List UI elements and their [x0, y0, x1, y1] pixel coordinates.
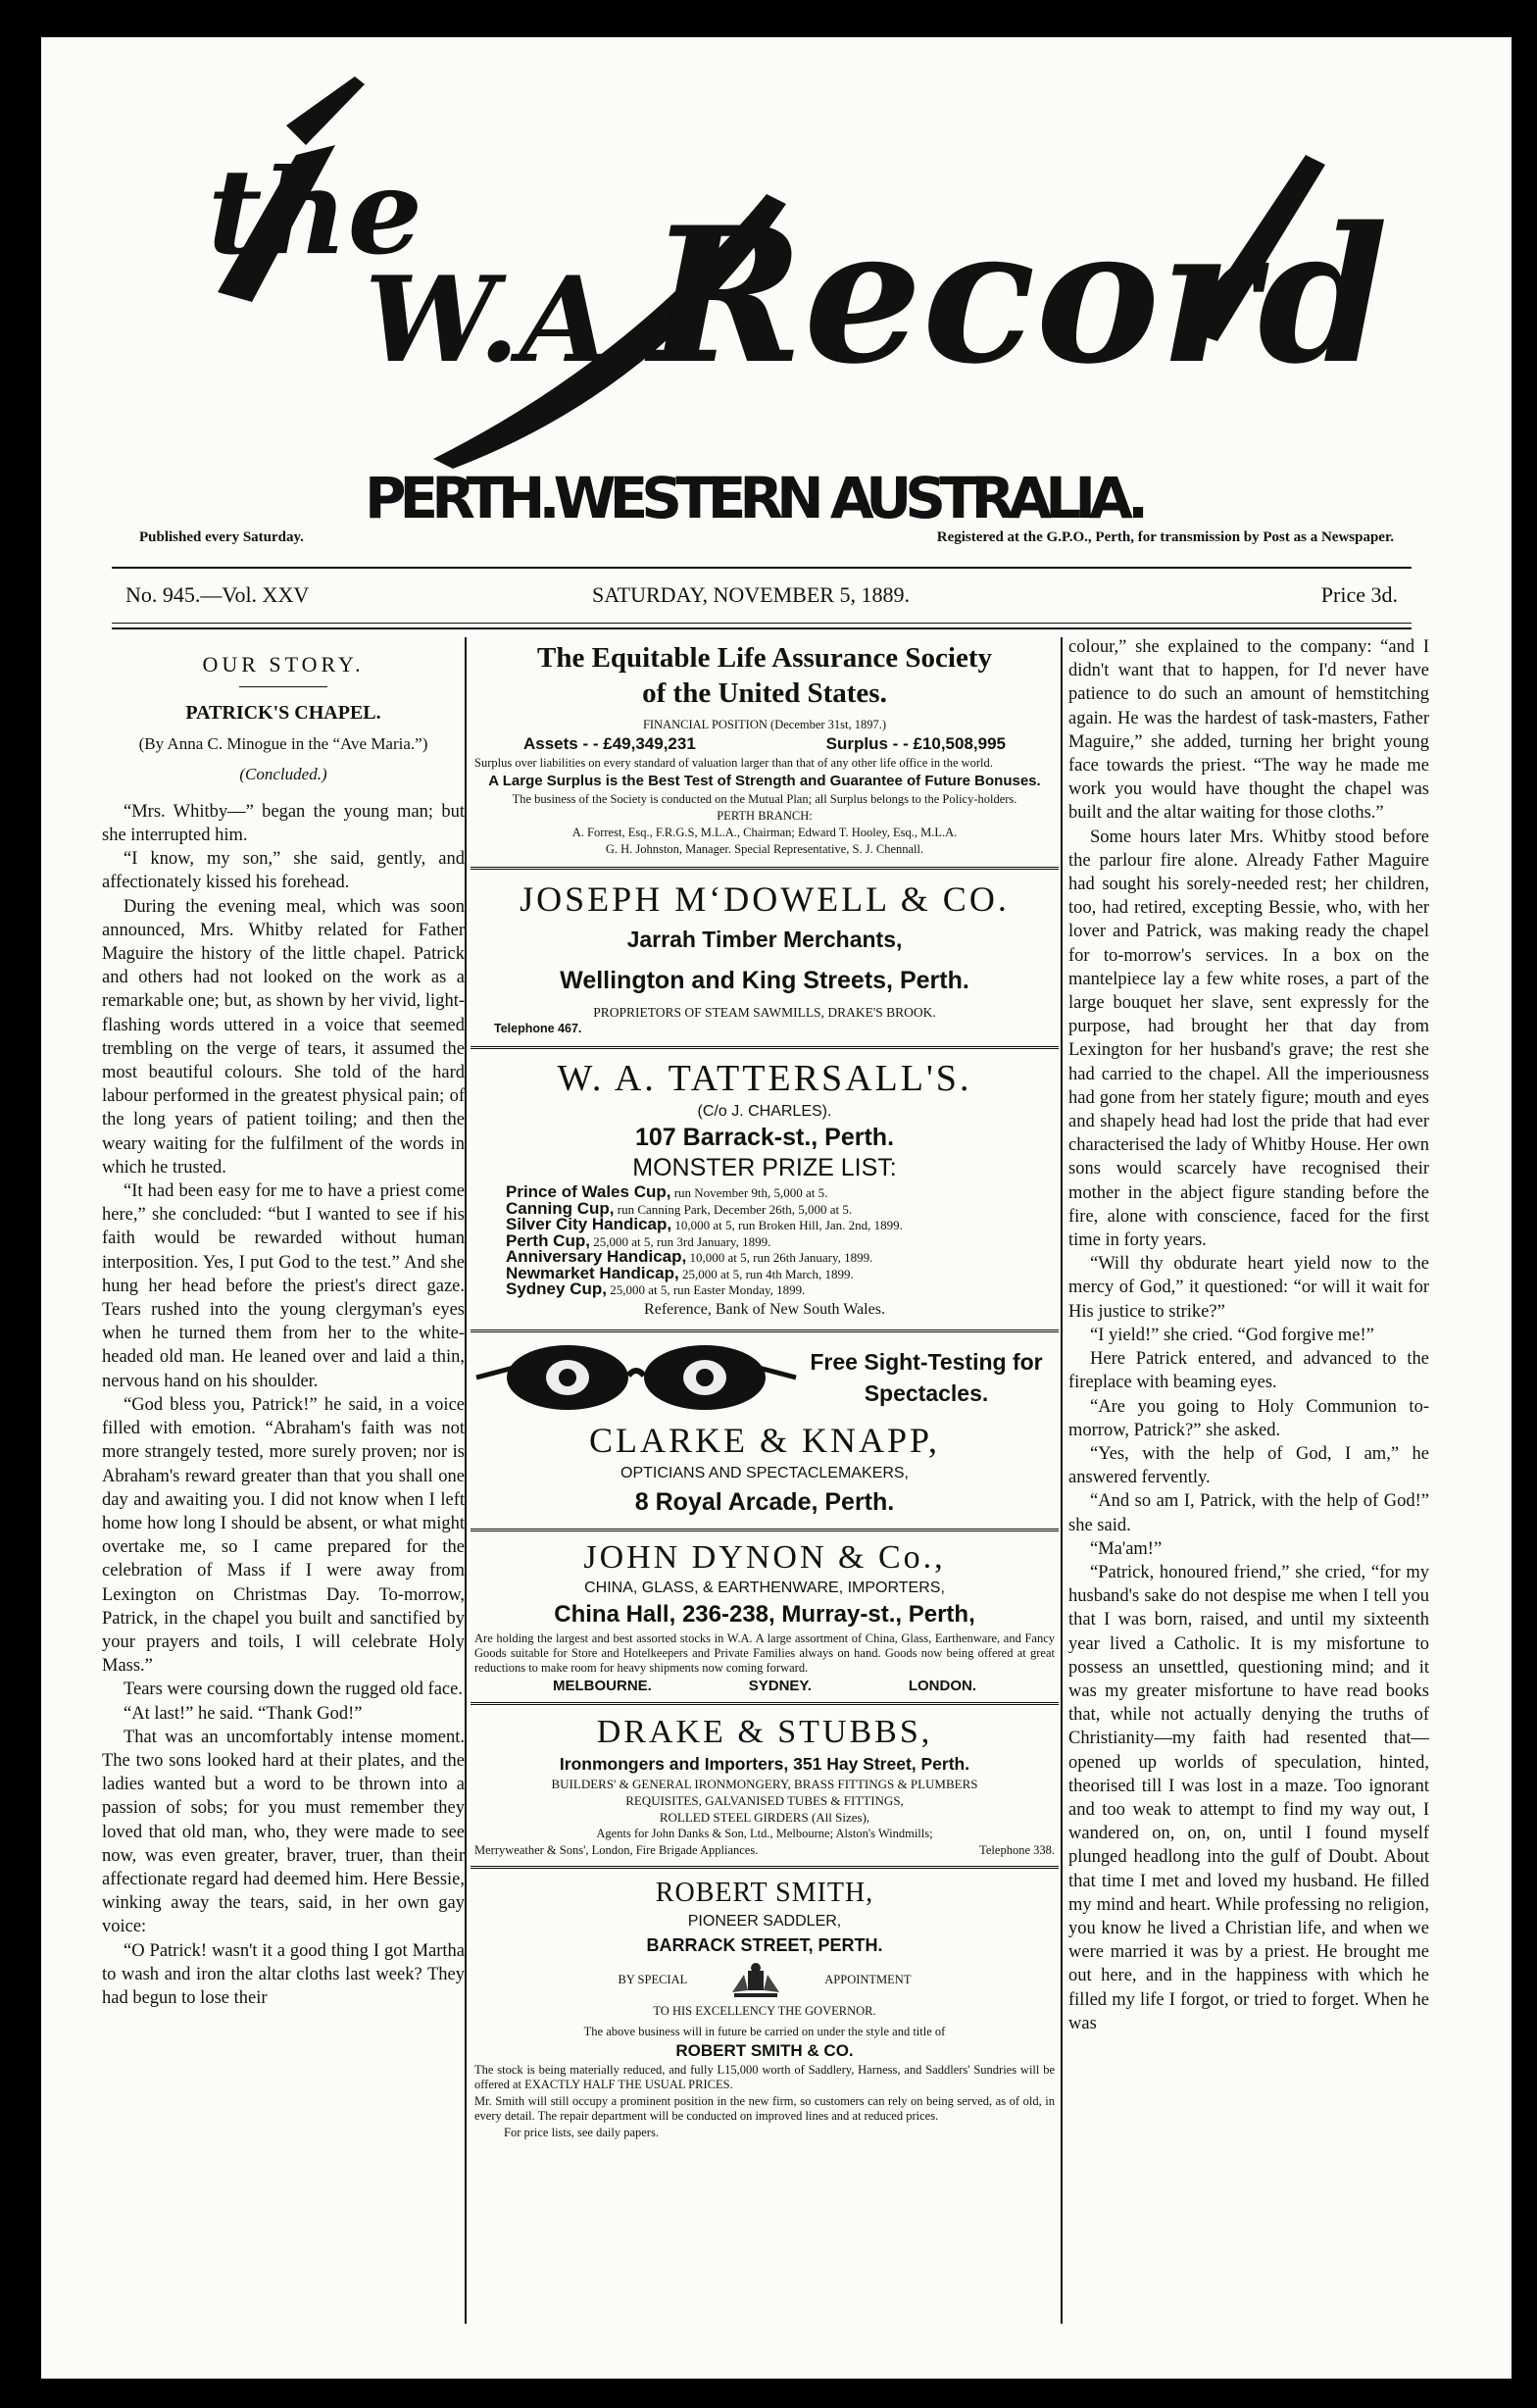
story-paragraph: Tears were coursing down the rugged old face. [124, 1680, 463, 1700]
story-paragraph: “God bless you, Patrick!” he said, in a voice filled with emotion. “Abraham's faith was not more strangely tested, more surely proven; nor is Abraham's reward greater than that you shall one day and awaiting you. I did not know when I left home how long I should be absent, or what might overtake me, so I came prepared for the celebration of Mass if I were away from Lexington on Christmas Day. To-morrow, Patrick, in the chapel you built and sanctified by your prayers and toils, I will celebrate Holy Mass.” [102, 1394, 465, 1677]
clarke-headline [798, 1345, 1055, 1410]
smith-new-name: ROBERT SMITH & CO. [675, 2040, 854, 2060]
advertisement-column [471, 633, 1059, 2150]
drake-line-2: REQUISITES, GALVANISED TUBES & FITTINGS, [625, 1792, 904, 1808]
story-paragraph: Here Patrick entered, and advanced to the fireplace with beaming eyes. [1068, 1349, 1429, 1393]
story-paragraph: “Yes, with the help of God, I am,” he answered fervently. [1068, 1443, 1429, 1488]
story-paragraph: Some hours later Mrs. Whitby stood before the parlour fire alone. Already Father Maguire had sought his sorely-needed rest; her children, too, had retired, excepting Bessie, who, with her lover and Patrick, was making ready the chapel for to-morrow's services. In a box on the mantelpiece lay a few white roses, a part of the large bouquet her slave, sent expressly for the purpose, had brought her that day from Lexington for her husband's grave; the rest she had carried to the chapel. All the imperiousness had gone from her stately figure; mouth and eyes and shapely head had lost the pride that had ever characterised the lady of Whitby House. Her own sons would scarcely have recognised their mother in the abject figure standing before the fire, alone with conscience, faced for the first time in forty years. [1068, 827, 1429, 1251]
story-column-1 [102, 635, 465, 2010]
smith-name: ROBERT SMITH, [655, 1877, 874, 1908]
clarke-headline-1: Free Sight-Testing for [810, 1348, 1043, 1375]
dynon-city: SYDNEY. [748, 1677, 812, 1694]
equitable-surplus: Surplus - - £10,508,995 [825, 734, 1006, 753]
royal-arms-icon [726, 1961, 785, 2000]
mcdowell-trade: Jarrah Timber Merchants, [626, 927, 903, 952]
section-heading: OUR STORY. [202, 652, 365, 677]
prize-race: Prince of Wales Cup, [506, 1182, 671, 1201]
smith-appointment-row [474, 1961, 1055, 2000]
smith-address: BARRACK STREET, PERTH. [646, 1934, 883, 1955]
story-paragraph: That was an uncomfortably intense moment. The two sons looked hard at their plates, and the ladies wanted but a word to be thrown into a passion of sobs; for you must remember they loved that old man, who, they were made to see now, was even greater, braver, truer, than their affectionate regard had deemed him. Here Bessie, winking away the tears, said, in her own gay voice: [102, 1727, 465, 1937]
prize-race: Sydney Cup, [506, 1279, 607, 1298]
story-paragraph: “At last!” he said. “Thank God!” [124, 1703, 363, 1724]
smith-body-1: The stock is being materially reduced, and fully L15,000 worth of Saddlery, Harness, and Saddlers' Sundries will be offered at EXACTLY HALF THE USUAL PRICES. [474, 2062, 1055, 2091]
story-paragraph: “Patrick, honoured friend,” she cried, “for my husband's sake do not despise me when I tell you that I was born, raised, and until my sixteenth year lived a Catholic. It is my misfortune to possess an unsettled, questioning mind; and it was my greater misfortune to have read books that, while not actually denying the truths of Christianity—my faith had resented that—opened up worlds of speculation, hinted, theorised till I was lost in a maze. Too ignorant and too weak to attempt to find my way out, I wandered on, on, on, until I found myself plunged headlong into the gulf of Doubt. About that time I met and loved my husband. He filled my mind and heart. While professing no religion, you know he lived a Christian life, and when we were married it was by a priest. He brought me out here, and in the happiness with which he filled my life I forgot, or tried to forget. When he was [1068, 1562, 1429, 2033]
smith-notice: The above business will in future be carried on under the style and title of [583, 2024, 946, 2038]
story-column-3 [1068, 635, 1429, 2035]
drake-agents-2: Merryweather & Sons', London, Fire Brigade Appliances. [474, 1842, 759, 1857]
spectacles-icon [474, 1338, 798, 1417]
prize-list [474, 1184, 1055, 1298]
issue-rule [112, 623, 1412, 624]
prize-detail: run November 9th, 5,000 at 5. [673, 1185, 828, 1200]
prize-race: Newmarket Handicap, [506, 1263, 679, 1282]
issue-number: No. 945.—Vol. XXV [125, 582, 310, 607]
story-paragraph: “It had been easy for me to have a priest come here,” she concluded: “but I wanted to see if his faith would be rewarded without human interposition. Yes, I put God to the test.” And she hung her head before the priest's direct gaze. Tears rushed into the young clergyman's eyes when he turned them from her to the white-headed old man. He leaned over and laid a thin, nervous hand on his shoulder. [102, 1181, 465, 1391]
equitable-officers-1: A. Forrest, Esq., F.R.G.S, M.L.A., Chairman; Edward T. Hooley, Esq., M.L.A. [571, 826, 958, 839]
mcdowell-proprietors: PROPRIETORS OF STEAM SAWMILLS, DRAKE'S BROOK. [593, 1005, 936, 1020]
column-rule-left [465, 637, 467, 2324]
prize-race: Perth Cup, [506, 1230, 590, 1250]
drake-agents-row [474, 1843, 1055, 1858]
clarke-address: 8 Royal Arcade, Perth. [634, 1487, 895, 1516]
ad-clarke-knapp [471, 1332, 1059, 1531]
registered-note: Registered at the G.P.O., Perth, for transmission by Post as a Newspaper. [936, 529, 1394, 545]
smith-body-3: For price lists, see daily papers. [504, 2125, 659, 2139]
mcdowell-telephone: Telephone 467. [494, 1022, 582, 1035]
tattersall-care: (C/o J. CHARLES). [697, 1103, 832, 1120]
prize-race: Silver City Handicap, [506, 1215, 672, 1233]
story-concluded: (Concluded.) [239, 764, 327, 783]
tattersall-list: MONSTER PRIZE LIST: [632, 1154, 897, 1181]
equitable-title-2: of the United States. [642, 677, 887, 709]
title-the: the [208, 143, 423, 281]
smith-by-special: BY SPECIAL [618, 1973, 688, 1986]
column-rule-right [1061, 637, 1063, 2324]
story-title: PATRICK'S CHAPEL. [185, 702, 381, 725]
masthead-logo [41, 37, 1512, 547]
clarke-name: CLARKE & KNAPP, [588, 1420, 941, 1460]
issue-date: SATURDAY, NOVEMBER 5, 1889. [592, 582, 910, 607]
smith-governor: TO HIS EXCELLENCY THE GOVERNOR. [653, 2003, 876, 2018]
tattersall-name: W. A. TATTERSALL'S. [557, 1058, 972, 1099]
prize-detail: 10,000 at 5, run 26th January, 1899. [689, 1250, 873, 1265]
publication-row [139, 529, 1394, 557]
equitable-position: FINANCIAL POSITION (December 31st, 1897.) [642, 718, 887, 731]
dynon-city: MELBOURNE. [553, 1677, 652, 1694]
clarke-trade: OPTICIANS AND SPECTACLEMAKERS, [620, 1464, 909, 1481]
story-paragraph: “I yield!” she cried. “God forgive me!” [1090, 1325, 1374, 1345]
story-paragraph: During the evening meal, which was soon announced, Mrs. Whitby related for Father Maguire the history of the little chapel. Patrick and others had not looked on the work as a remarkable one; but, as shown by her vivid, light-flashing words uttered in a voice that seemed trembling on the verge of tears, it assumed the most beautiful colours. She told of the hard labour performed in the greatest physical pain; of the long years of patient toiling; and then the weary waiting for the fulfilment of the words in which he trusted. [102, 896, 465, 1178]
newspaper-page [41, 37, 1512, 2379]
prize-detail: 10,000 at 5, run Broken Hill, Jan. 2nd, 1899. [674, 1218, 903, 1232]
dynon-name: JOHN DYNON & Co., [583, 1538, 946, 1576]
mcdowell-address: Wellington and King Streets, Perth. [560, 967, 969, 994]
prize-row [506, 1281, 1055, 1298]
equitable-figures [474, 734, 1055, 754]
title-location: PERTH.WESTERN AUSTRALIA. [365, 465, 1149, 531]
prize-detail: run Canning Park, December 26th, 5,000 at 5. [617, 1201, 853, 1217]
ad-drake-stubbs [471, 1705, 1059, 1869]
equitable-officers-2: G. H. Johnston, Manager. Special Representative, S. J. Chennall. [605, 842, 924, 856]
drake-line-1: BUILDERS' & GENERAL IRONMONGERY, BRASS FITTINGS & PLUMBERS [551, 1776, 978, 1791]
smith-body-2: Mr. Smith will still occupy a prominent position in the new firm, so customers can rely on being served, as of old, in every detail. The repair department will be conducted on improved lines and at reduced prices. [474, 2093, 1055, 2123]
dynon-trade: CHINA, GLASS, & EARTHENWARE, IMPORTERS, [584, 1579, 945, 1596]
story-paragraph: “Ma'am!” [1090, 1538, 1163, 1559]
drake-trade: Ironmongers and Importers, 351 Hay Street, Perth. [559, 1753, 970, 1774]
equitable-motto: A Large Surplus is the Best Test of Strength and Guarantee of Future Bonuses. [488, 773, 1041, 789]
ad-equitable [471, 633, 1059, 870]
smith-trade: PIONEER SADDLER, [687, 1912, 842, 1930]
story-paragraph: “Will thy obdurate heart yield now to the mercy of God,” it questioned: “or will it wait for His justice to strike?” [1068, 1254, 1429, 1322]
story-paragraph: colour,” she explained to the company: “and I didn't want that to happen, for I'd never have patience to do such an amount of hemstitching again. He was the hardest of task-masters, Father Maguire,” she added, turning her bright young face towards the priest. “The way he made me work you would have thought the chapel was built and the altar waiting for those cloths.” [1068, 637, 1429, 824]
equitable-mutual: The business of the Society is conducted on the Mutual Plan; all Surplus belongs to the Policy-holders. [512, 792, 1017, 806]
ad-dynon [471, 1531, 1059, 1705]
equitable-branch: PERTH BRANCH: [717, 809, 813, 823]
drake-telephone: Telephone 338. [979, 1842, 1055, 1857]
issue-bar [112, 567, 1412, 629]
ad-tattersall [471, 1049, 1059, 1332]
story-paragraph: “O Patrick! wasn't it a good thing I got Martha to wash and iron the altar cloths last week? They had begun to lose their [102, 1940, 465, 2008]
masthead [41, 37, 1512, 547]
prize-detail: 25,000 at 5, run Easter Monday, 1899. [610, 1282, 806, 1297]
ad-robert-smith [471, 1869, 1059, 2150]
prize-detail: 25,000 at 5, run 3rd January, 1899. [593, 1233, 771, 1249]
drake-name: DRAKE & STUBBS, [596, 1713, 933, 1750]
prize-race: Anniversary Handicap, [506, 1247, 687, 1266]
title-record: Record [649, 186, 1389, 405]
equitable-note: Surplus over liabilities on every standard of valuation larger than that of any other life office in the world. [474, 756, 993, 770]
tattersall-address: 107 Barrack-st., Perth. [634, 1124, 895, 1151]
story-byline: (By Anna C. Minogue in the “Ave Maria.”) [138, 734, 428, 754]
smith-appointment: APPOINTMENT [824, 1973, 912, 1986]
dynon-body: Are holding the largest and best assorted stocks in W.A. A large assortment of China, Glass, Earthenware, and Fancy Goods suitable for Store and Hotelkeepers and Private Families always on hand. Goods now being offered at great reductions to make room for heavy shipments now coming forward. [474, 1630, 1055, 1675]
story-paragraph: “Are you going to Holy Communion to-morrow, Patrick?” she asked. [1068, 1396, 1429, 1440]
dynon-address: China Hall, 236-238, Murray-st., Perth, [554, 1600, 975, 1628]
issue-price: Price 3d. [1320, 582, 1398, 607]
dynon-cities [474, 1678, 1055, 1694]
tattersall-reference: Reference, Bank of New South Wales. [644, 1300, 885, 1318]
prize-race: Canning Cup, [506, 1198, 615, 1218]
ad-mcdowell [471, 870, 1059, 1049]
clarke-headline-2: Spectacles. [864, 1380, 989, 1406]
story-paragraph: “And so am I, Patrick, with the help of God!” she said. [1068, 1491, 1429, 1535]
story-paragraph: “Mrs. Whitby—” began the young man; but she interrupted him. [102, 801, 465, 846]
clarke-header [474, 1338, 1055, 1417]
dynon-city: LONDON. [908, 1677, 976, 1694]
drake-line-3: ROLLED STEEL GIRDERS (All Sizes), [659, 1809, 870, 1825]
drake-agents: Agents for John Danks & Son, Ltd., Melbourne; Alston's Windmills; [596, 1826, 933, 1840]
story-paragraph: “I know, my son,” she said, gently, and affectionately kissed his forehead. [102, 849, 465, 893]
published-note: Published every Saturday. [139, 529, 304, 545]
title-wa: W.A. [365, 251, 652, 389]
mcdowell-name: JOSEPH M‘DOWELL & CO. [520, 879, 1010, 919]
section-divider [239, 686, 327, 687]
prize-detail: 25,000 at 5, run 4th March, 1899. [681, 1266, 854, 1281]
equitable-assets: Assets - - £49,349,231 [523, 734, 696, 753]
equitable-title-1: The Equitable Life Assurance Society [536, 642, 992, 674]
